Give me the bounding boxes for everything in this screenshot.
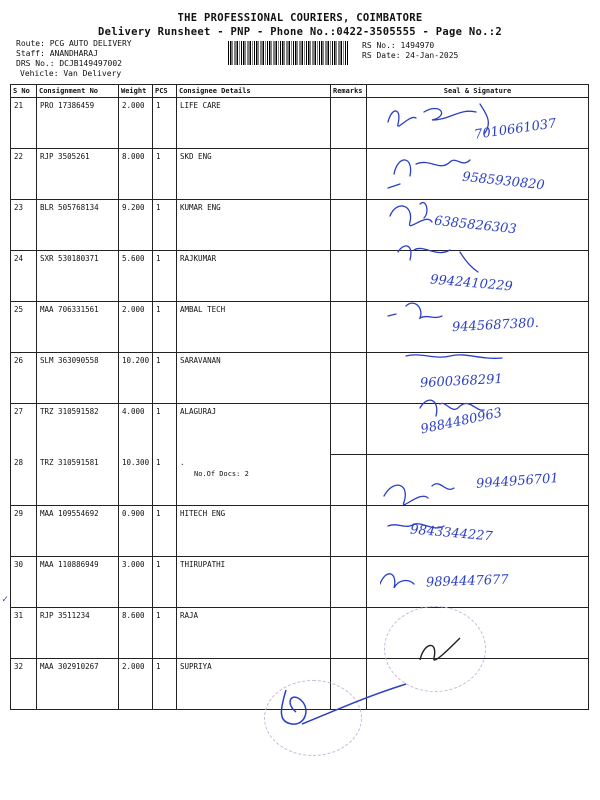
weight-value: 2.000 (122, 662, 145, 671)
sno-cell (11, 659, 37, 710)
staff-label: Staff: ANANDHARAJ (16, 49, 98, 58)
consignment-cell (37, 149, 119, 200)
pcs-cell (153, 659, 177, 710)
consignee-cell (177, 251, 331, 302)
pcs-cell (153, 557, 177, 608)
drs-label: DRS No.: DCJB149497002 (16, 59, 122, 68)
remarks-cell (331, 353, 367, 404)
runsheet-subtitle: Delivery Runsheet - PNP - Phone No.:0422-3505555 - Page No.:2 (98, 26, 502, 38)
pcs-value: 1 (156, 560, 161, 569)
remarks-cell (331, 455, 367, 506)
weight-cell (119, 200, 153, 251)
consignee-cell (177, 98, 331, 149)
consignment-value: MAA 302910267 (40, 662, 99, 671)
docs-count: No.Of Docs: 2 (194, 469, 249, 478)
col-weight: Weight (119, 85, 153, 98)
sno-value: 25 (14, 305, 24, 314)
sno-cell (11, 353, 37, 404)
pcs-cell (153, 353, 177, 404)
remarks-cell (331, 404, 367, 455)
consignment-cell (37, 659, 119, 710)
seal-cell (367, 557, 589, 608)
consignee-value: ALAGURAJ (180, 407, 217, 416)
consignee-cell (177, 455, 331, 506)
meta-left (16, 39, 132, 79)
sno-value: 26 (14, 356, 24, 365)
consignment-value: RJP 3511234 (40, 611, 90, 620)
seal-cell (367, 302, 589, 353)
consignment-value: RJP 3505261 (40, 152, 90, 161)
consignee-cell (177, 557, 331, 608)
consignment-value: SXR 530180371 (40, 254, 99, 263)
remarks-cell (331, 200, 367, 251)
pcs-cell (153, 608, 177, 659)
consignment-value: MAA 110886949 (40, 560, 99, 569)
consignment-cell (37, 608, 119, 659)
weight-cell (119, 98, 153, 149)
handwritten-phone: 9944956701 (475, 471, 560, 492)
weight-value: 8.000 (122, 152, 145, 161)
remarks-cell (331, 98, 367, 149)
table-row (11, 200, 589, 251)
seal-cell (367, 200, 589, 251)
remarks-cell (331, 557, 367, 608)
barcode (228, 41, 348, 65)
consignment-cell (37, 98, 119, 149)
weight-cell (119, 659, 153, 710)
seal-cell (367, 353, 589, 404)
pcs-value: 1 (156, 152, 161, 161)
consignee-value: HITECH ENG (180, 509, 226, 518)
consignment-value: MAA 706331561 (40, 305, 99, 314)
col-consignment: Consignment No (37, 85, 119, 98)
col-consignee: Consignee Details (177, 85, 331, 98)
remarks-cell (331, 149, 367, 200)
consignment-cell (37, 557, 119, 608)
rs-number: RS No.: 1494970 (362, 41, 435, 50)
col-sno: S No (11, 85, 37, 98)
weight-value: 0.900 (122, 509, 145, 518)
handwritten-phone: 9884480963 (419, 405, 504, 438)
remarks-cell (331, 506, 367, 557)
pcs-cell (153, 98, 177, 149)
pcs-cell (153, 455, 177, 506)
consignment-cell (37, 200, 119, 251)
sno-cell (11, 608, 37, 659)
handwritten-phone: 9894447677 (425, 572, 509, 591)
table-row (11, 455, 589, 506)
margin-tick-icon: ✓ (2, 594, 9, 605)
weight-value: 4.000 (122, 407, 145, 416)
delivery-stamp (384, 606, 486, 692)
seal-cell (367, 149, 589, 200)
pcs-value: 1 (156, 254, 161, 263)
seal-cell (367, 404, 589, 455)
pcs-value: 1 (156, 356, 161, 365)
consignee-value: RAJKUMAR (180, 254, 217, 263)
sno-cell (11, 200, 37, 251)
consignment-cell (37, 404, 119, 455)
table-row (11, 149, 589, 200)
weight-cell (119, 557, 153, 608)
consignment-cell (37, 506, 119, 557)
consignee-cell (177, 404, 331, 455)
table-row (11, 557, 589, 608)
table-row (11, 506, 589, 557)
vehicle-label: Vehicle: Van Delivery (20, 69, 122, 78)
weight-value: 10.300 (122, 457, 150, 467)
seal-cell (367, 455, 589, 506)
sno-value: 22 (14, 152, 24, 161)
pcs-cell (153, 506, 177, 557)
weight-value: 2.000 (122, 305, 145, 314)
pcs-value: 1 (156, 203, 161, 212)
weight-value: 9.200 (122, 203, 145, 212)
consignee-value: AMBAL TECH (180, 305, 226, 314)
consignment-value: MAA 109554692 (40, 509, 99, 518)
remarks-cell (331, 608, 367, 659)
sno-cell (11, 557, 37, 608)
consignee-cell (177, 200, 331, 251)
pcs-value: 1 (156, 101, 161, 110)
handwritten-phone: 6385826303 (433, 213, 518, 238)
consignee-value: RAJA (180, 611, 199, 620)
sno-value: 31 (14, 611, 24, 620)
rs-date: RS Date: 24-Jan-2025 (362, 51, 459, 60)
consignee-cell (177, 302, 331, 353)
handwritten-phone: 7010661037 (473, 116, 558, 143)
sno-cell (11, 506, 37, 557)
consignee-cell (177, 353, 331, 404)
handwritten-phone: 9600368291 (419, 371, 504, 392)
sno-value: 24 (14, 254, 24, 263)
handwritten-phone: 9445687380. (451, 315, 540, 336)
sno-cell (11, 149, 37, 200)
table-row (11, 302, 589, 353)
weight-cell (119, 455, 153, 506)
weight-cell (119, 506, 153, 557)
weight-cell (119, 149, 153, 200)
weight-value: 8.600 (122, 611, 145, 620)
consignment-cell (37, 302, 119, 353)
sno-value: 30 (14, 560, 24, 569)
table-row (11, 98, 589, 149)
pcs-value: 1 (156, 662, 161, 671)
consignee-value: . (180, 457, 185, 467)
consignee-cell (177, 506, 331, 557)
sno-value: 27 (14, 407, 24, 416)
consignment-value: BLR 505768134 (40, 203, 99, 212)
pcs-value: 1 (156, 457, 161, 467)
weight-value: 3.000 (122, 560, 145, 569)
pcs-value: 1 (156, 305, 161, 314)
sno-value: 21 (14, 101, 24, 110)
bottom-stamp (264, 680, 362, 756)
seal-cell (367, 506, 589, 557)
remarks-cell (331, 302, 367, 353)
table-body (11, 98, 589, 710)
weight-cell (119, 404, 153, 455)
seal-cell (367, 251, 589, 302)
sno-value: 23 (14, 203, 24, 212)
route-label: Route: PCG AUTO DELIVERY (16, 39, 132, 48)
company-title: THE PROFESSIONAL COURIERS, COIMBATORE (177, 12, 423, 24)
remarks-cell (331, 251, 367, 302)
sno-cell (11, 455, 37, 506)
weight-value: 10.200 (122, 356, 150, 365)
consignee-value: SKD ENG (180, 152, 212, 161)
pcs-cell (153, 302, 177, 353)
handwritten-phone: 9843344227 (409, 522, 494, 545)
consignee-value: LIFE CARE (180, 101, 221, 110)
sno-value: 28 (14, 457, 24, 467)
consignee-value: THIRUPATHI (180, 560, 226, 569)
sno-cell (11, 302, 37, 353)
table-row (11, 608, 589, 659)
sno-value: 29 (14, 509, 24, 518)
col-seal: Seal & Signature (367, 85, 589, 98)
col-remarks: Remarks (331, 85, 367, 98)
consignment-value: TRZ 310591582 (40, 407, 99, 416)
sno-cell (11, 98, 37, 149)
consignment-cell (37, 251, 119, 302)
pcs-cell (153, 404, 177, 455)
table-header-row (11, 85, 589, 98)
consignment-value: PRO 17386459 (40, 101, 95, 110)
handwritten-phone: 9942410229 (429, 272, 514, 295)
col-pcs: PCS (153, 85, 177, 98)
weight-value: 2.000 (122, 101, 145, 110)
pcs-cell (153, 200, 177, 251)
sno-cell (11, 404, 37, 455)
weight-cell (119, 302, 153, 353)
sno-cell (11, 251, 37, 302)
table-row (11, 251, 589, 302)
consignee-cell (177, 149, 331, 200)
weight-cell (119, 251, 153, 302)
consignment-cell (37, 353, 119, 404)
seal-cell (367, 98, 589, 149)
pcs-cell (153, 149, 177, 200)
sno-value: 32 (14, 662, 24, 671)
meta-right (362, 41, 458, 61)
pcs-cell (153, 251, 177, 302)
consignee-value: SUPRIYA (180, 662, 212, 671)
table-row (11, 404, 589, 455)
pcs-value: 1 (156, 407, 161, 416)
weight-cell (119, 608, 153, 659)
consignee-value: KUMAR ENG (180, 203, 221, 212)
consignment-value: SLM 363090558 (40, 356, 99, 365)
consignment-cell (37, 455, 119, 506)
consignee-value: SARAVANAN (180, 356, 221, 365)
table-row (11, 353, 589, 404)
pcs-value: 1 (156, 509, 161, 518)
weight-value: 5.600 (122, 254, 145, 263)
weight-cell (119, 353, 153, 404)
consignee-cell (177, 608, 331, 659)
pcs-value: 1 (156, 611, 161, 620)
runsheet-table (10, 84, 589, 710)
consignment-value: TRZ 310591581 (40, 457, 99, 467)
handwritten-phone: 9585930820 (461, 169, 546, 194)
